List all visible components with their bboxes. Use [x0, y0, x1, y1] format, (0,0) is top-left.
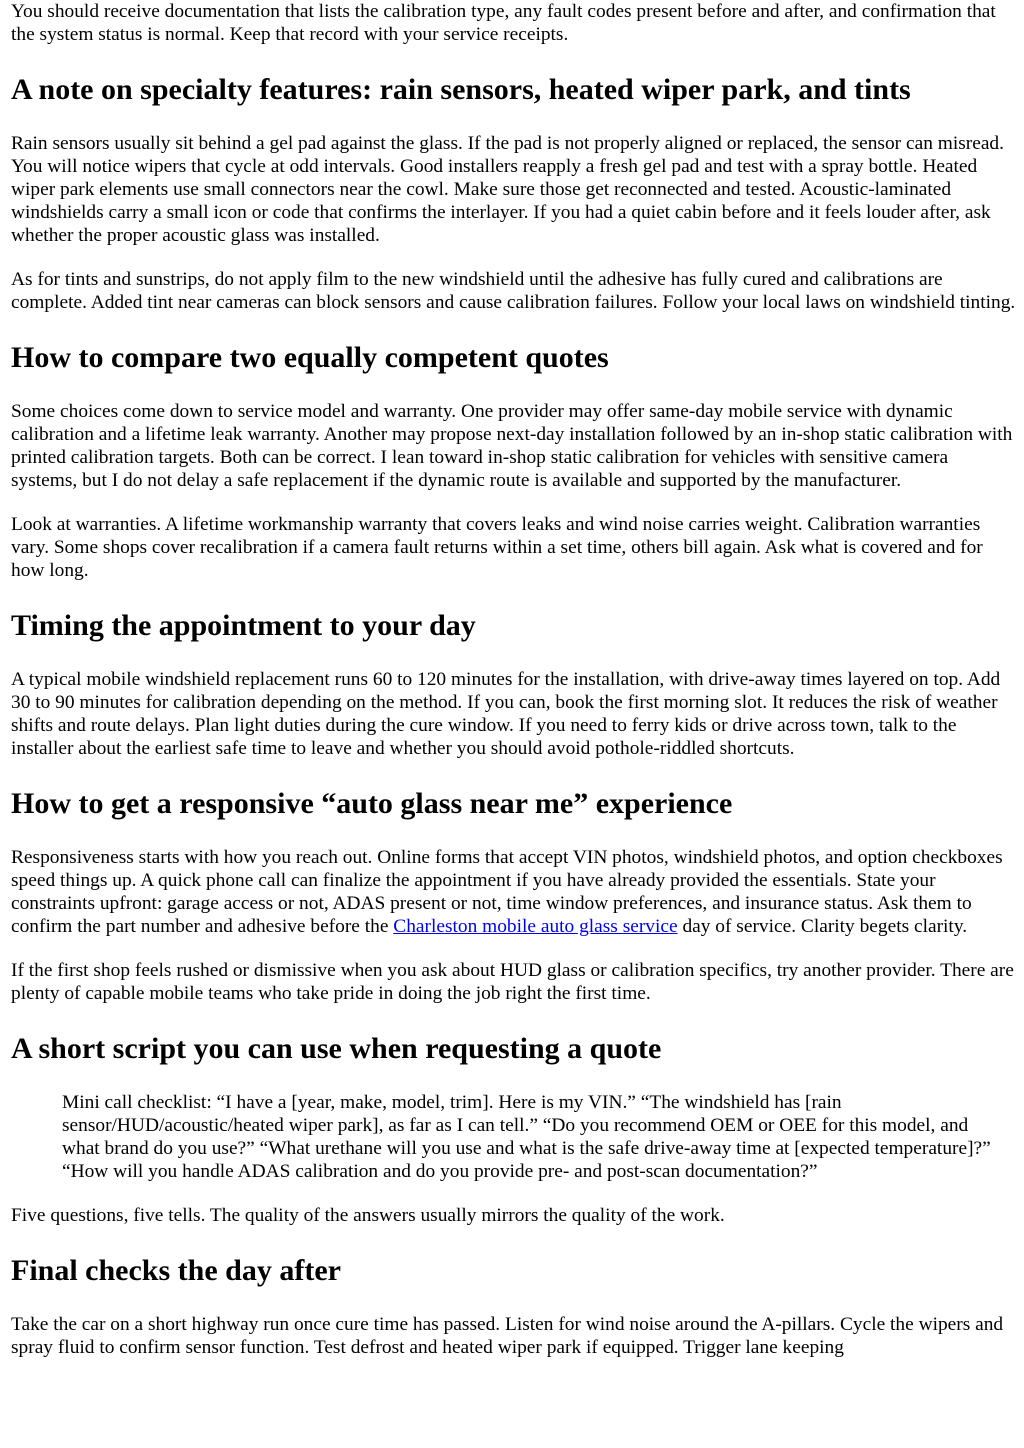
- paragraph: Five questions, five tells. The quality of the answers usually mirrors the quality of the work.: [11, 1205, 725, 1226]
- charleston-service-link[interactable]: Charleston mobile auto glass service: [393, 916, 678, 937]
- paragraph: Rain sensors usually sit behind a gel pad against the glass. If the pad is not properly aligned or replaced, the sensor can misread. You will notice wipers that cycle at odd intervals. Good installers reapply a fresh gel pad and test with a spray bottle. Heated wiper park elements use small connectors near the cowl. Make sure those get reconnected and tested. Acoustic-laminated windshields carry a small icon or code that confirms the interlayer. If you had a quiet cabin before and it feels louder after, ask whether the proper acoustic glass was installed.: [11, 133, 1004, 246]
- intro-paragraph: You should receive documentation that lists the calibration type, any fault codes present before and after, and confirmation that the system status is normal. Keep that record with your service receipts.: [11, 1, 996, 45]
- heading-responsive: How to get a responsive “auto glass near me” experience: [11, 787, 733, 820]
- checklist-quote: Mini call checklist: “I have a [year, make, model, trim]. Here is my VIN.” “The windshield has [rain sensor/HUD/acoustic/heated wiper park], as far as I can tell.” “Do you recommend OEM or OEE for this model, and what brand do you use?” “What urethane will you use and what is the safe drive-away time at [expected temperature]?” “How will you handle ADAS calibration and do you provide pre- and post-scan documentation?”: [62, 1092, 991, 1182]
- paragraph: Take the car on a short highway run once cure time has passed. Listen for wind noise around the A-pillars. Cycle the wipers and spray fluid to confirm sensor function. Test defrost and heated wiper park if equipped. Trigger lane keeping: [11, 1314, 1004, 1358]
- paragraph: Some choices come down to service model and warranty. One provider may offer same-day mobile service with dynamic calibration and a lifetime leak warranty. Another may propose next-day installation followed by an in-shop static calibration with printed calibration targets. Both can be correct. I lean toward in-shop static calibration for vehicles with sensitive camera systems, but I do not delay a safe replacement if the dynamic route is available and supported by the manufacturer.: [11, 401, 1013, 491]
- heading-timing: Timing the appointment to your day: [11, 609, 476, 642]
- text: Responsiveness starts with how you reach out. Online forms that accept VIN photos, windshield photos, and option checkboxes speed things up. A quick phone call can finalize the appointment if you have already provided the essentials. State your constraints upfront: garage access or not, ADAS present or not, time window preferences, and insurance status. Ask them to confirm the part number and adhesive before the: [11, 847, 1003, 937]
- heading-specialty-features: A note on specialty features: rain sensors, heated wiper park, and tints: [11, 73, 911, 106]
- heading-final-checks: Final checks the day after: [11, 1254, 341, 1287]
- paragraph: As for tints and sunstrips, do not apply film to the new windshield until the adhesive has fully cured and calibrations are complete. Added tint near cameras can block sensors and cause calibration failures. Follow your local laws on windshield tinting.: [11, 269, 1016, 313]
- heading-compare-quotes: How to compare two equally competent quotes: [11, 341, 609, 374]
- heading-script: A short script you can use when requesting a quote: [11, 1032, 662, 1065]
- text: day of service. Clarity begets clarity.: [677, 916, 968, 937]
- paragraph: A typical mobile windshield replacement runs 60 to 120 minutes for the installation, with drive-away times layered on top. Add 30 to 90 minutes for calibration depending on the method. If you can, book the first morning slot. It reduces the risk of weather shifts and route delays. Plan light duties during the cure window. If you need to ferry kids or drive across town, talk to the installer about the earliest safe time to leave and whether you should avoid pothole-riddled shortcuts.: [11, 669, 1001, 759]
- paragraph: Look at warranties. A lifetime workmanship warranty that covers leaks and wind noise carries weight. Calibration warranties vary. Some shops cover recalibration if a camera fault returns within a set time, others bill again. Ask what is covered and for how long.: [11, 514, 983, 581]
- paragraph: [11, 846, 1018, 938]
- paragraph: If the first shop feels rushed or dismissive when you ask about HUD glass or calibration specifics, try another provider. There are plenty of capable mobile teams who take pride in doing the job right the first time.: [11, 960, 1014, 1004]
